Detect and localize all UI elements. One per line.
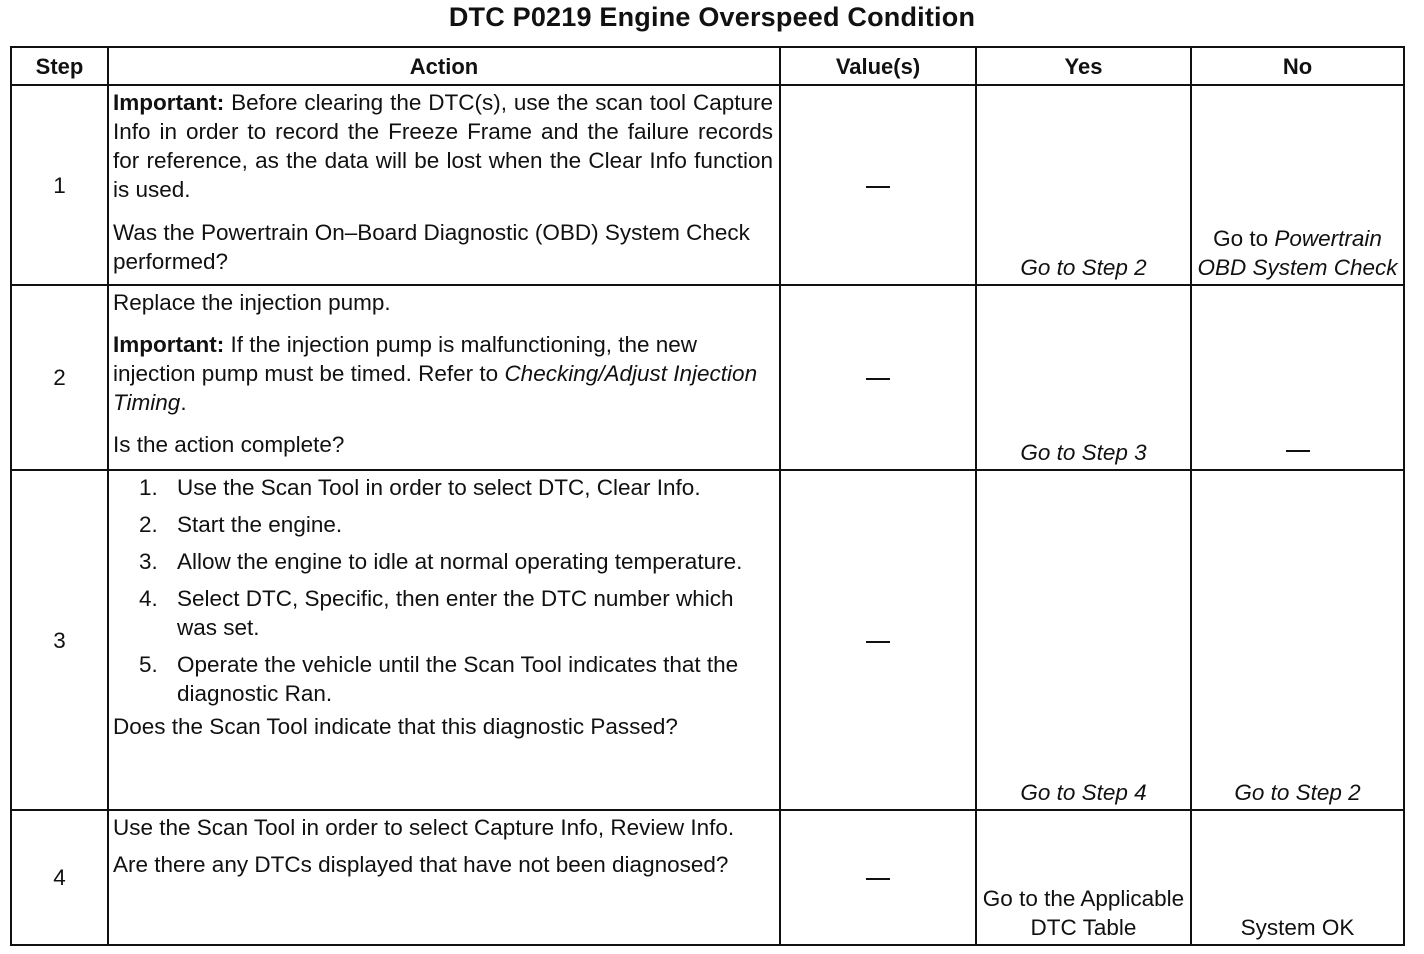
important-note (113, 88, 773, 204)
yes-cell[interactable] (976, 85, 1191, 285)
no-cell[interactable] (1191, 85, 1404, 285)
important-label: Important: (113, 90, 225, 116)
header-step: Step (11, 47, 108, 85)
no-cell[interactable] (1191, 470, 1404, 811)
instruction-text: Use the Scan Tool in order to select Capture Info, Review Info. (113, 815, 735, 841)
dash-mark (866, 186, 890, 188)
yes-cell[interactable] (976, 285, 1191, 470)
step-number: 4 (11, 810, 108, 945)
action-cell (108, 285, 780, 470)
list-text: Operate the vehicle until the Scan Tool indicates that the diagnostic Ran. (177, 651, 739, 706)
dash-mark (1286, 450, 1310, 452)
important-note (113, 330, 773, 417)
action-cell (108, 85, 780, 285)
yes-link[interactable]: Go to Step 2 (1020, 255, 1147, 281)
yes-cell[interactable] (976, 810, 1191, 945)
procedure-list (113, 473, 773, 708)
question-text: Does the Scan Tool indicate that this diagnostic Passed? (113, 713, 678, 739)
important-end: . (180, 390, 187, 416)
list-number: 3. (139, 548, 158, 574)
reference-link[interactable]: Checking/Adjust Injection Timing (113, 361, 758, 416)
important-text: Before clearing the DTC(s), use the scan tool Capture Info in order to record the Freeze Frame and the failure records for reference, as the data will be lost when the Clear Info function is used. (113, 90, 773, 203)
yes-link[interactable]: Go to Step 4 (1020, 780, 1147, 806)
no-link[interactable]: Powertrain OBD System Check (1197, 226, 1398, 281)
yes-link[interactable]: Go to Step 3 (1020, 439, 1147, 465)
value-cell (780, 470, 976, 811)
header-no: No (1191, 47, 1404, 85)
action-cell (108, 810, 780, 945)
value-cell (780, 285, 976, 470)
list-item (113, 547, 773, 576)
step-number: 1 (11, 85, 108, 285)
no-cell (1191, 810, 1404, 945)
important-text: If the injection pump is malfunctioning, the new injection pump must be timed. Refer to (113, 332, 698, 387)
instruction-text: Replace the injection pump. (113, 290, 391, 316)
question-text: Are there any DTCs displayed that have not been diagnosed? (113, 852, 729, 878)
no-link[interactable]: Go to Step 2 (1234, 780, 1361, 806)
list-text: Use the Scan Tool in order to select DTC, Clear Info. (177, 474, 701, 500)
header-values: Value(s) (780, 47, 976, 85)
table-header-row (11, 47, 1404, 85)
list-text: Allow the engine to idle at normal operating temperature. (177, 548, 743, 574)
step-number: 3 (11, 470, 108, 811)
dash-mark (866, 378, 890, 380)
list-item (113, 473, 773, 502)
question-text: Was the Powertrain On–Board Diagnostic (OBD) System Check performed? (113, 220, 750, 275)
diagnostic-table (10, 46, 1405, 946)
list-text: Start the engine. (177, 511, 343, 537)
no-cell (1191, 285, 1404, 470)
important-label: Important: (113, 332, 225, 358)
list-number: 4. (139, 585, 158, 611)
action-cell (108, 470, 780, 811)
table-row (11, 810, 1404, 945)
yes-cell[interactable] (976, 470, 1191, 811)
header-action: Action (108, 47, 780, 85)
step-number: 2 (11, 285, 108, 470)
dash-mark (866, 878, 890, 880)
question-text: Is the action complete? (113, 432, 345, 458)
page-title: DTC P0219 Engine Overspeed Condition (448, 2, 976, 32)
list-number: 1. (139, 474, 158, 500)
list-item (113, 650, 773, 708)
list-item (113, 510, 773, 539)
value-cell (780, 85, 976, 285)
value-cell (780, 810, 976, 945)
list-number: 2. (139, 511, 158, 537)
header-yes: Yes (976, 47, 1191, 85)
list-text: Select DTC, Specific, then enter the DTC number which was set. (177, 585, 734, 640)
no-prefix: Go to (1213, 226, 1275, 252)
dash-mark (866, 641, 890, 643)
no-result: System OK (1240, 915, 1355, 940)
list-item (113, 584, 773, 642)
table-row (11, 470, 1404, 811)
yes-link[interactable]: Go to the Applicable DTC Table (982, 886, 1185, 940)
list-number: 5. (139, 651, 158, 677)
table-row (11, 285, 1404, 470)
table-row (11, 85, 1404, 285)
